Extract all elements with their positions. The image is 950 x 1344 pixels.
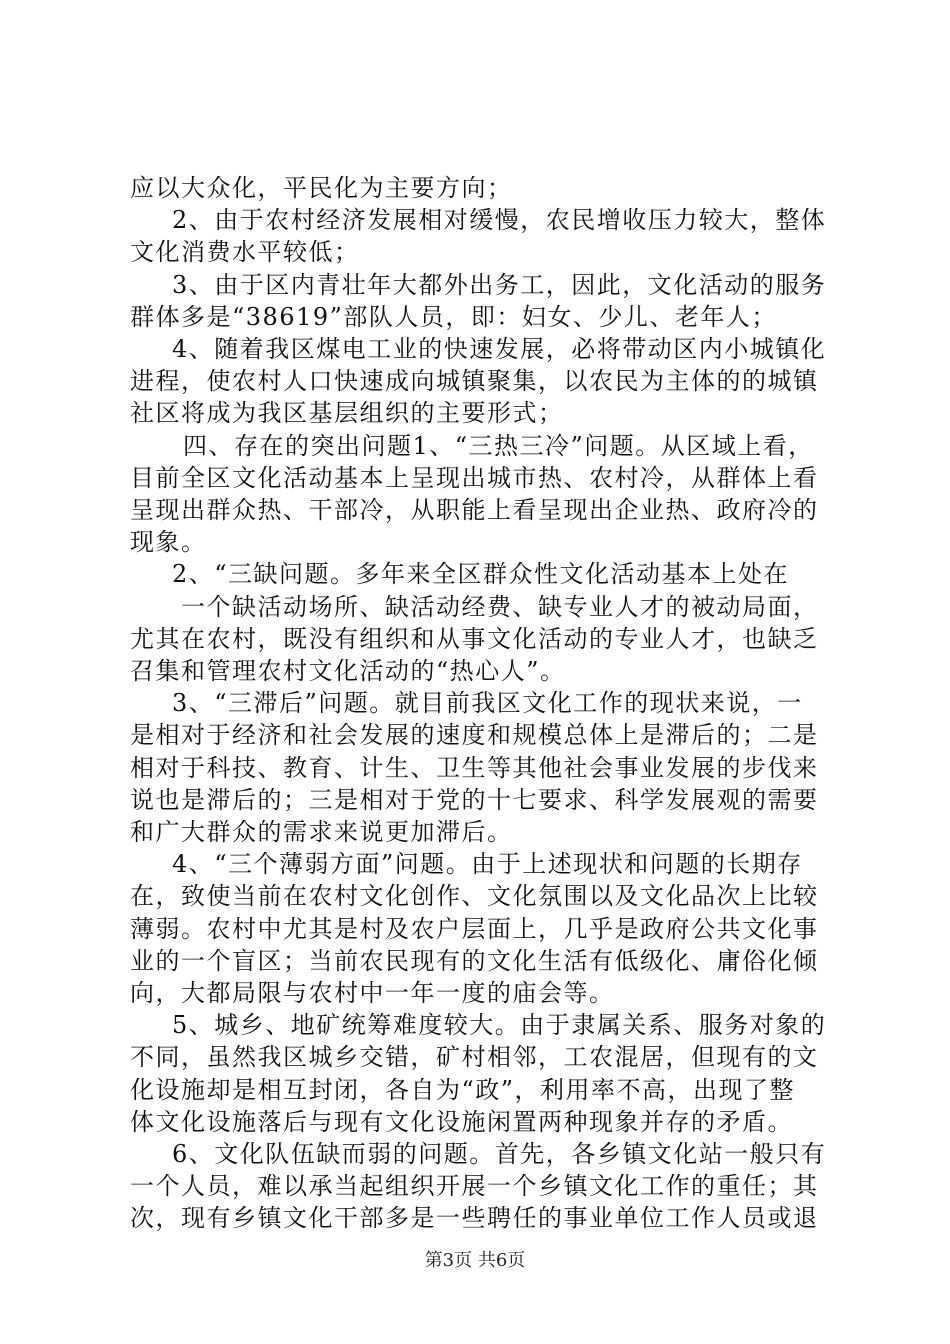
body-line: 3、“三滞后”问题。就目前我区文化工作的现状来说，一	[172, 689, 803, 718]
body-line: 4、随着我区煤电工业的快速发展，必将带动区内小城镇化	[172, 335, 827, 363]
body-line: 4、“三个薄弱方面”问题。由于上述现状和问题的长期存	[172, 850, 803, 879]
body-line: 3、由于区内青壮年大都外出务工，因此，文化活动的服务	[172, 270, 827, 299]
body-line: 薄弱。农村中尤其是村及农户层面上，几乎是政府公共文化事	[130, 914, 819, 943]
body-line: 相对于科技、教育、计生、卫生等其他社会事业发展的步伐来	[130, 753, 819, 782]
body-line: 呈现出群众热、干部冷，从职能上看呈现出企业热、政府冷的	[130, 496, 819, 524]
body-line: 目前全区文化活动基本上呈现出城市热、农村冷，从群体上看	[130, 463, 819, 492]
body-line: 文化消费水平较低；	[130, 238, 360, 267]
body-line: 召集和管理农村文化活动的“热心人”。	[130, 657, 566, 685]
body-line: 6、文化队伍缺而弱的问题。首先，各乡镇文化站一般只有	[172, 1140, 827, 1168]
body-line: 一个人员，难以承当起组织开展一个乡镇文化工作的重任；其	[130, 1172, 819, 1201]
body-line: 尤其在农村，既没有组织和从事文化活动的专业人才，也缺乏	[130, 624, 819, 653]
body-line: 业的一个盲区；当前农民现有的文化生活有低级化、庸俗化倾	[130, 946, 819, 975]
body-line: 在，致使当前在农村文化创作、文化氛围以及文化品次上比较	[130, 882, 819, 911]
body-line: 次，现有乡镇文化干部多是一些聘任的事业单位工作人员或退	[130, 1204, 819, 1233]
page-number-footer: 第3页 共6页	[424, 1250, 526, 1271]
body-line: 向，大都局限与农村中一年一度的庙会等。	[130, 979, 615, 1007]
body-line: 5、城乡、地矿统筹难度较大。由于隶属关系、服务对象的	[172, 1011, 827, 1040]
body-line: 社区将成为我区基层组织的主要形式；	[130, 399, 564, 428]
body-line: 2、“三缺问题。多年来全区群众性文化活动基本上处在	[172, 560, 790, 589]
body-line: 一个缺活动场所、缺活动经费、缺专业人才的被动局面，	[181, 592, 819, 621]
body-line: 进程，使农村人口快速成向城镇聚集，以农民为主体的的城镇	[130, 367, 819, 396]
body-line: 现象。	[130, 528, 207, 557]
body-line: 2、由于农村经济发展相对缓慢，农民增收压力较大，整体	[172, 206, 827, 235]
body-line: 化设施却是相互封闭，各自为“政”，利用率不高，出现了整	[130, 1075, 796, 1104]
body-line: 是相对于经济和社会发展的速度和规模总体上是滞后的；二是	[130, 721, 819, 750]
body-line: 四、存在的突出问题1、“三热三冷”问题。从区域上看，	[183, 431, 814, 460]
body-line: 说也是滞后的；三是相对于党的十七要求、科学发展观的需要	[130, 785, 819, 814]
body-line: 应以大众化，平民化为主要方向；	[130, 174, 513, 202]
body-line: 不同，虽然我区城乡交错，矿村相邻，工农混居，但现有的文	[130, 1043, 819, 1072]
body-line: 群体多是“38619”部队人员，即：妇女、少儿、老年人；	[130, 302, 777, 331]
body-line: 和广大群众的需求来说更加滞后。	[130, 818, 513, 846]
body-line: 体文化设施落后与现有文化设施闲置两种现象并存的矛盾。	[130, 1107, 793, 1136]
